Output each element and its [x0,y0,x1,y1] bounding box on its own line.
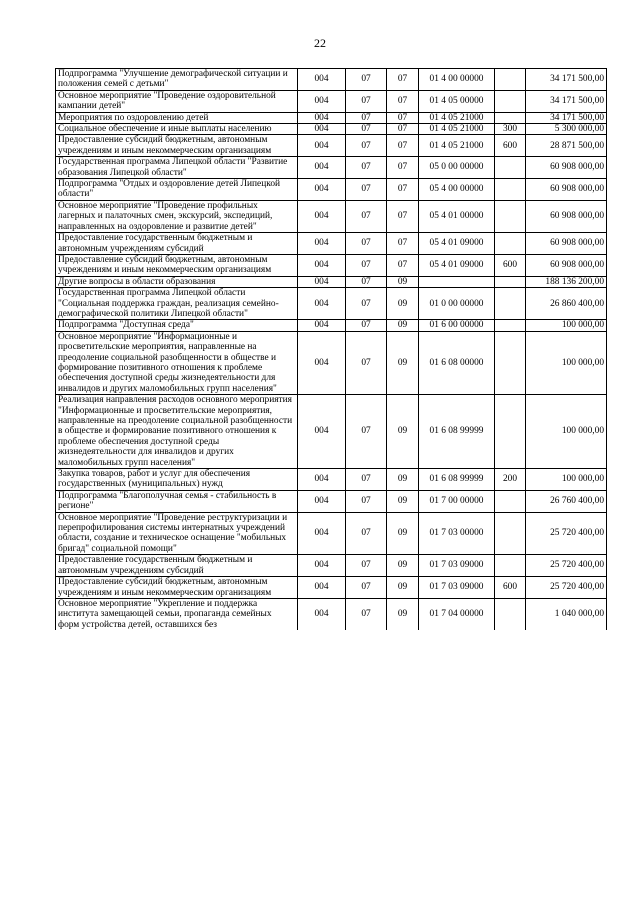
subsection-code-cell: 09 [387,331,419,394]
target-article-cell: 05 4 01 09000 [419,233,495,255]
target-article-cell: 01 6 08 00000 [419,331,495,394]
section-code-cell: 07 [346,69,387,91]
amount-cell: 100 000,00 [526,469,607,491]
section-code-cell: 07 [346,233,387,255]
section-code-cell: 07 [346,124,387,135]
amount-cell: 25 720 400,00 [526,577,607,599]
table-row [56,124,607,135]
target-article-cell: 01 4 05 21000 [419,124,495,135]
amount-cell: 100 000,00 [526,331,607,394]
section-code-cell: 07 [346,555,387,577]
section-code-cell: 07 [346,179,387,201]
row-name-cell: Основное мероприятие "Укрепление и поддержка института замещающей семьи, пропаганда семейных форм устройства детей, оставшихся без [56,598,298,630]
subsection-code-cell: 09 [387,490,419,512]
row-name-cell: Подпрограмма "Отдых и оздоровление детей Липецкой области" [56,179,298,201]
grbs-code-cell: 004 [298,69,346,91]
target-article-cell: 01 7 03 09000 [419,555,495,577]
row-name-cell: Подпрограмма "Благополучная семья - стабильность в регионе" [56,490,298,512]
expense-type-cell [495,233,526,255]
grbs-code-cell: 004 [298,135,346,157]
subsection-code-cell: 07 [387,179,419,201]
subsection-code-cell: 09 [387,276,419,287]
grbs-code-cell: 004 [298,555,346,577]
section-code-cell: 07 [346,90,387,112]
section-code-cell: 07 [346,395,387,469]
amount-cell: 60 908 000,00 [526,233,607,255]
row-name-cell: Реализация направления расходов основного мероприятия "Информационные и просветительские мероприятия, направленные на преодоление социальной разобщенности в обществе и формирование позитивного отношения к проблеме обеспечения доступной среды жизнедеятельности для инвалидов и других маломобильных групп населения" [56,395,298,469]
table-row [56,179,607,201]
subsection-code-cell: 09 [387,288,419,320]
amount-cell: 100 000,00 [526,320,607,331]
table-row [56,331,607,394]
target-article-cell: 05 4 01 09000 [419,254,495,276]
section-code-cell: 07 [346,512,387,555]
grbs-code-cell: 004 [298,469,346,491]
subsection-code-cell: 09 [387,577,419,599]
expense-type-cell [495,90,526,112]
target-article-cell: 01 6 00 00000 [419,320,495,331]
amount-cell: 25 720 400,00 [526,555,607,577]
table-row [56,490,607,512]
section-code-cell: 07 [346,157,387,179]
subsection-code-cell: 07 [387,112,419,123]
section-code-cell: 07 [346,320,387,331]
grbs-code-cell: 004 [298,598,346,630]
table-row [56,555,607,577]
row-name-cell: Основное мероприятие "Проведение оздоровительной кампании детей" [56,90,298,112]
expense-type-cell [495,555,526,577]
target-article-cell: 01 0 00 00000 [419,288,495,320]
expense-type-cell [495,276,526,287]
page-number: 22 [314,36,326,50]
amount-cell: 34 171 500,00 [526,69,607,91]
target-article-cell: 01 7 03 09000 [419,577,495,599]
target-article-cell: 01 4 05 21000 [419,112,495,123]
amount-cell: 60 908 000,00 [526,254,607,276]
subsection-code-cell: 07 [387,124,419,135]
row-name-cell: Предоставление государственным бюджетным и автономным учреждениям субсидий [56,233,298,255]
expense-type-cell [495,331,526,394]
amount-cell: 25 720 400,00 [526,512,607,555]
table-row [56,112,607,123]
subsection-code-cell: 07 [387,135,419,157]
table-body [56,69,607,631]
subsection-code-cell: 07 [387,254,419,276]
subsection-code-cell: 07 [387,157,419,179]
target-article-cell: 01 7 04 00000 [419,598,495,630]
row-name-cell: Предоставление субсидий бюджетным, автономным учреждениям и иным некоммерческим организациям [56,577,298,599]
section-code-cell: 07 [346,200,387,232]
target-article-cell: 01 7 00 00000 [419,490,495,512]
expense-type-cell [495,200,526,232]
expense-type-cell [495,395,526,469]
row-name-cell: Социальное обеспечение и иные выплаты населению [56,124,298,135]
expense-type-cell [495,598,526,630]
expense-type-cell [495,157,526,179]
row-name-cell: Основное мероприятие "Проведение реструктуризации и перепрофилирования системы интернатных учреждений области, создание и техническое оснащение "мобильных бригад" социальной помощи" [56,512,298,555]
target-article-cell: 01 6 08 99999 [419,469,495,491]
amount-cell: 26 760 400,00 [526,490,607,512]
table-row [56,69,607,91]
target-article-cell: 05 4 01 00000 [419,200,495,232]
grbs-code-cell: 004 [298,320,346,331]
table-row [56,395,607,469]
amount-cell: 26 860 400,00 [526,288,607,320]
table-row [56,288,607,320]
table-row [56,320,607,331]
grbs-code-cell: 004 [298,288,346,320]
target-article-cell: 05 0 00 00000 [419,157,495,179]
expense-type-cell [495,320,526,331]
target-article-cell: 01 4 05 21000 [419,135,495,157]
grbs-code-cell: 004 [298,254,346,276]
row-name-cell: Другие вопросы в области образования [56,276,298,287]
grbs-code-cell: 004 [298,233,346,255]
expense-type-cell: 600 [495,577,526,599]
table-row [56,157,607,179]
table-row [56,512,607,555]
grbs-code-cell: 004 [298,179,346,201]
row-name-cell: Предоставление субсидий бюджетным, автономным учреждениям и иным некоммерческим организациям [56,135,298,157]
subsection-code-cell: 09 [387,598,419,630]
expense-type-cell [495,490,526,512]
row-name-cell: Предоставление субсидий бюджетным, автономным учреждениям и иным некоммерческим организациям [56,254,298,276]
target-article-cell: 01 7 03 00000 [419,512,495,555]
row-name-cell: Основное мероприятие "Проведение профильных лагерных и палаточных смен, экскурсий, экспедиций, направленных на оздоровление и развитие детей" [56,200,298,232]
section-code-cell: 07 [346,490,387,512]
grbs-code-cell: 004 [298,577,346,599]
subsection-code-cell: 07 [387,200,419,232]
row-name-cell: Предоставление государственным бюджетным и автономным учреждениям субсидий [56,555,298,577]
table-row [56,135,607,157]
section-code-cell: 07 [346,112,387,123]
subsection-code-cell: 07 [387,69,419,91]
section-code-cell: 07 [346,276,387,287]
grbs-code-cell: 004 [298,124,346,135]
amount-cell: 5 300 000,00 [526,124,607,135]
subsection-code-cell: 09 [387,469,419,491]
grbs-code-cell: 004 [298,157,346,179]
subsection-code-cell: 09 [387,512,419,555]
amount-cell: 34 171 500,00 [526,90,607,112]
grbs-code-cell: 004 [298,490,346,512]
expense-type-cell [495,69,526,91]
target-article-cell: 01 6 08 99999 [419,395,495,469]
amount-cell: 60 908 000,00 [526,179,607,201]
table-row [56,598,607,630]
grbs-code-cell: 004 [298,395,346,469]
expense-type-cell: 300 [495,124,526,135]
budget-table [55,68,607,630]
amount-cell: 60 908 000,00 [526,200,607,232]
amount-cell: 34 171 500,00 [526,112,607,123]
target-article-cell: 01 4 05 00000 [419,90,495,112]
section-code-cell: 07 [346,331,387,394]
subsection-code-cell: 09 [387,555,419,577]
subsection-code-cell: 07 [387,90,419,112]
grbs-code-cell: 004 [298,90,346,112]
table-row [56,469,607,491]
table-row [56,577,607,599]
grbs-code-cell: 004 [298,112,346,123]
subsection-code-cell: 09 [387,320,419,331]
section-code-cell: 07 [346,577,387,599]
row-name-cell: Государственная программа Липецкой области "Развитие образования Липецкой области" [56,157,298,179]
row-name-cell: Подпрограмма "Улучшение демографической ситуации и положения семей с детьми" [56,69,298,91]
subsection-code-cell: 07 [387,233,419,255]
amount-cell: 188 136 200,00 [526,276,607,287]
grbs-code-cell: 004 [298,331,346,394]
section-code-cell: 07 [346,288,387,320]
expense-type-cell [495,288,526,320]
target-article-cell [419,276,495,287]
grbs-code-cell: 004 [298,276,346,287]
row-name-cell: Закупка товаров, работ и услуг для обеспечения государственных (муниципальных) нужд [56,469,298,491]
expense-type-cell [495,112,526,123]
expense-type-cell: 600 [495,254,526,276]
row-name-cell: Основное мероприятие "Информационные и просветительские мероприятия, направленные на преодоление социальной разобщенности в обществе и формирование позитивного отношения к проблеме обеспечения доступной среды жизнедеятельности для инвалидов и других маломобильных групп населения" [56,331,298,394]
amount-cell: 28 871 500,00 [526,135,607,157]
expense-type-cell [495,512,526,555]
row-name-cell: Подпрограмма "Доступная среда" [56,320,298,331]
amount-cell: 1 040 000,00 [526,598,607,630]
target-article-cell: 05 4 00 00000 [419,179,495,201]
amount-cell: 60 908 000,00 [526,157,607,179]
grbs-code-cell: 004 [298,512,346,555]
expense-type-cell [495,179,526,201]
section-code-cell: 07 [346,469,387,491]
amount-cell: 100 000,00 [526,395,607,469]
section-code-cell: 07 [346,254,387,276]
row-name-cell: Мероприятия по оздоровлению детей [56,112,298,123]
table-row [56,90,607,112]
table-row [56,200,607,232]
table-row [56,276,607,287]
row-name-cell: Государственная программа Липецкой области "Социальная поддержка граждан, реализация семейно-демографической политики Липецкой области" [56,288,298,320]
table-row [56,254,607,276]
target-article-cell: 01 4 00 00000 [419,69,495,91]
table-row [56,233,607,255]
subsection-code-cell: 09 [387,395,419,469]
expense-type-cell: 200 [495,469,526,491]
grbs-code-cell: 004 [298,200,346,232]
section-code-cell: 07 [346,135,387,157]
expense-type-cell: 600 [495,135,526,157]
section-code-cell: 07 [346,598,387,630]
